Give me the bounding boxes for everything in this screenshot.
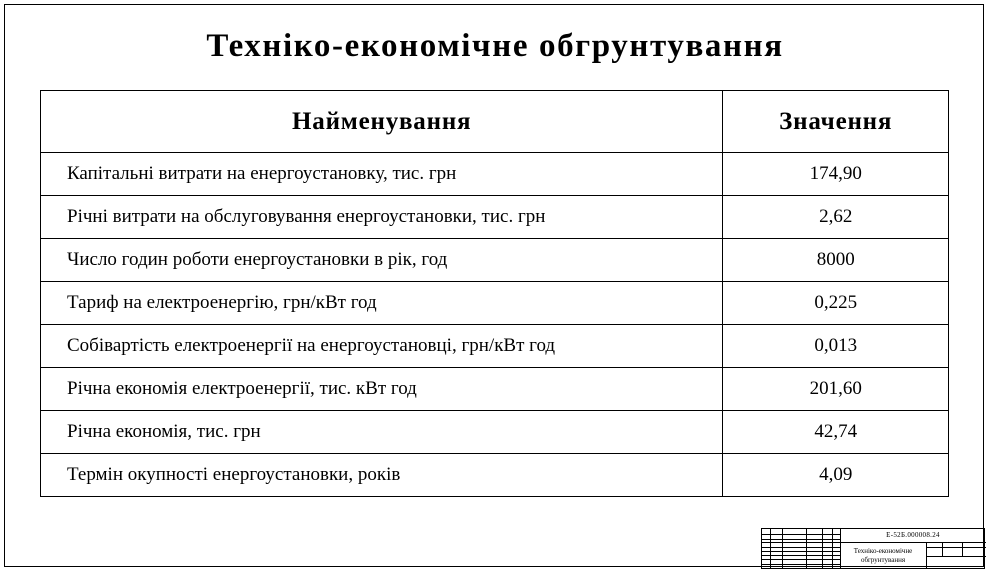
table-row (41, 411, 949, 454)
row-name: Число годин роботи енергоустановки в рік, год (41, 239, 723, 282)
row-value: 0,013 (723, 325, 949, 368)
row-name: Собівартість електроенергії на енергоустановці, грн/кВт год (41, 325, 723, 368)
document-code: Е-52Б.000008.24 (886, 531, 940, 539)
table-header-row (41, 91, 949, 153)
row-name: Термін окупності енергоустановки, років (41, 454, 723, 497)
column-header-value: Значення (723, 91, 949, 153)
column-header-name: Найменування (41, 91, 723, 153)
page-title: Техніко-економічне обгрунтування (206, 28, 784, 64)
table-row (41, 239, 949, 282)
document-title: Техніко-економічне обгрунтування (853, 547, 913, 564)
row-name: Річна економія електроенергії, тис. кВт год (41, 368, 723, 411)
row-value: 2,62 (723, 196, 949, 239)
table-row (41, 454, 949, 497)
row-value: 201,60 (723, 368, 949, 411)
title-block-stamp (761, 528, 985, 569)
data-table (40, 90, 949, 497)
row-name: Річна економія, тис. грн (41, 411, 723, 454)
row-value: 42,74 (723, 411, 949, 454)
table-row (41, 368, 949, 411)
row-value: 174,90 (723, 153, 949, 196)
row-name: Річні витрати на обслуговування енергоустановки, тис. грн (41, 196, 723, 239)
row-value: 8000 (723, 239, 949, 282)
table-row (41, 153, 949, 196)
table-row (41, 196, 949, 239)
table-row (41, 282, 949, 325)
row-value: 0,225 (723, 282, 949, 325)
row-name: Тариф на електроенергію, грн/кВт год (41, 282, 723, 325)
row-value: 4,09 (723, 454, 949, 497)
table-row (41, 325, 949, 368)
row-name: Капітальні витрати на енергоустановку, тис. грн (41, 153, 723, 196)
